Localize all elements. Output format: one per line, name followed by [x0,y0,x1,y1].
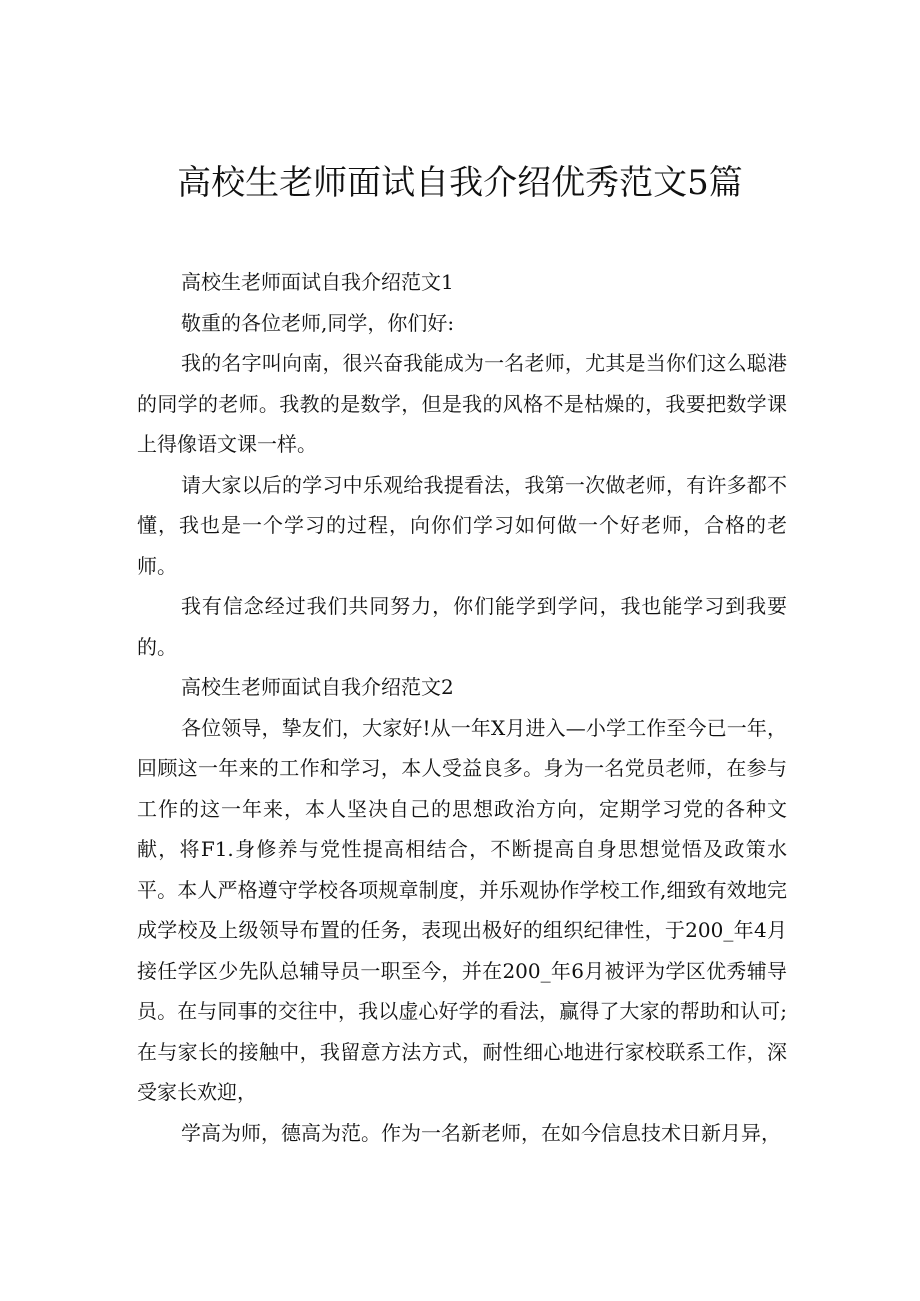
document-title: 高校生老师面试自我介绍优秀范文5篇 [177,162,743,203]
section-heading-1: 高校生老师面试自我介绍范文1 [181,270,454,294]
paragraph-request: 请大家以后的学习中乐观给我提看法，我第一次做老师，有许多都不懂，我也是一个学习的过程，向你们学习如何做一个好老师，合格的老师。 [137,472,787,578]
paragraph-greeting: 敬重的各位老师,同学，你们好: [181,310,455,335]
paragraph-intro: 我的名字叫向南，很兴奋我能成为一名老师，尤其是当你们这么聪港的同学的老师。我教的是数学，但是我的风格不是枯燥的，我要把数学课上得像语文课一样。 [137,351,787,456]
document-body [137,262,787,1153]
paragraph-teacher-model: 学高为师，德高为范。作为一名新老师，在如今信息技术日新月异， [181,1120,781,1145]
section-heading-2: 高校生老师面试自我介绍范文2 [181,675,454,699]
paragraph-belief: 我有信念经过我们共同努力，你们能学到学问，我也能学习到我要的。 [137,594,787,659]
paragraph-review: 各位领导，挚友们，大家好!从一年X月进入—小学工作至今已一年，回顾这一年来的工作和学习，本人受益良多。身为一名党员老师，在参与工作的这一年来，本人坚决自己的思想政治方向，定期学习党的各种文献，将F1.身修养与党性提高相结合，不断提高自身思想觉悟及政策水平。本人严格遵守学校各项规章制度，并乐观协作学校工作,细致有效地完成学校及上级领导布置的任务，表现出极好的组织纪律性，于200_年4月接任学区少先队总辅导员一职至今，并在200_年6月被评为学区优秀辅导员。在与同事的交往中，我以虚心好学的看法，赢得了大家的帮助和认可;在与家长的接触中，我留意方法方式，耐性细心地进行家校联系工作，深受家长欢迎， [137,715,787,1104]
